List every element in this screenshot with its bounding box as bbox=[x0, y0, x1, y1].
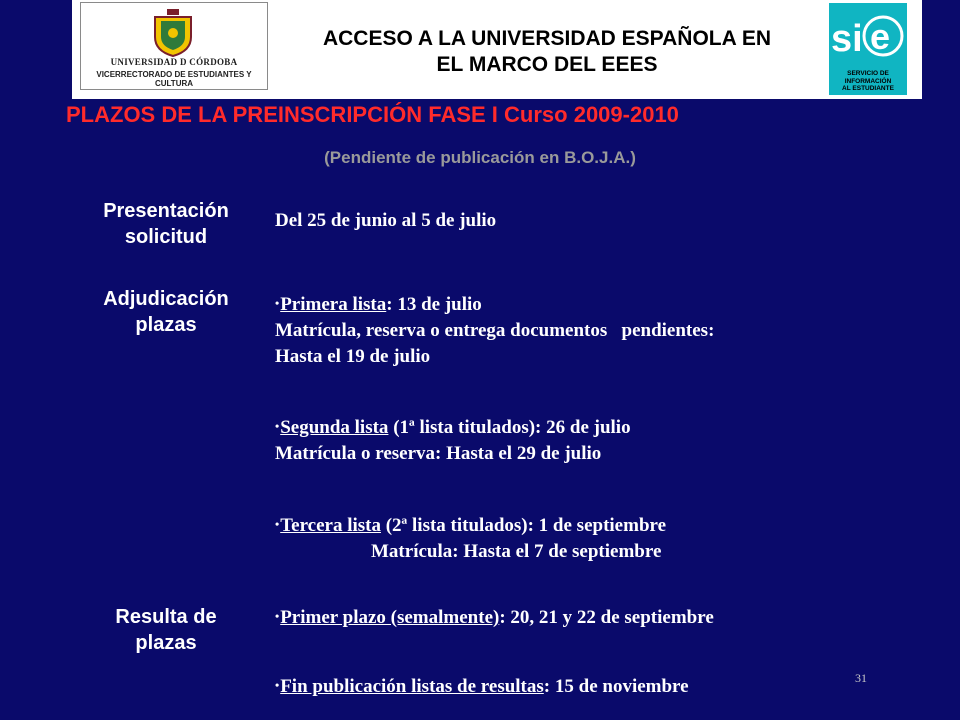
slide-title bbox=[66, 102, 679, 128]
item-tercera-lista-line1 bbox=[275, 511, 666, 539]
tercera-lista-label: Tercera lista bbox=[280, 515, 381, 536]
label-adjudicacion bbox=[66, 286, 266, 338]
label-adjudicacion-line1: Adjudicación bbox=[103, 288, 229, 310]
item-primer-plazo bbox=[275, 603, 714, 631]
sie-caption-line2: INFORMACIÓN bbox=[844, 77, 892, 85]
bullet: • bbox=[275, 517, 280, 531]
fin-publicacion-date: : 15 de noviembre bbox=[543, 676, 689, 697]
header-title bbox=[272, 26, 822, 78]
university-name: UNIVERSIDAD D CÓRDOBA bbox=[110, 57, 238, 67]
item-tercera-lista-line2: Matrícula: Hasta el 7 de septiembre bbox=[371, 541, 662, 562]
bullet: • bbox=[275, 678, 280, 692]
item-segunda-lista-line1 bbox=[275, 413, 631, 441]
item-segunda-lista-line2: Matrícula o reserva: Hasta el 29 de julio bbox=[275, 443, 602, 464]
item-primera-lista-line1 bbox=[275, 290, 714, 318]
slide-title-main: PLAZOS DE LA PREINSCRIPCIÓN FASE I bbox=[66, 102, 498, 127]
label-presentacion-line2: solicitud bbox=[124, 226, 208, 248]
bullet: • bbox=[275, 419, 280, 433]
vicerrectorado-name: VICERRECTORADO DE ESTUDIANTES Y CULTURA bbox=[96, 70, 252, 88]
slide-subtitle: (Pendiente de publicación en B.O.J.A.) bbox=[324, 148, 636, 167]
item-primera-lista bbox=[275, 290, 714, 370]
page-number: 31 bbox=[855, 671, 867, 685]
segunda-lista-label: Segunda lista bbox=[280, 417, 389, 438]
item-primera-lista-line2: Matrícula, reserva o entrega documentos pendientes: bbox=[275, 320, 715, 341]
label-resulta-line2: plazas bbox=[135, 632, 197, 654]
item-segunda-lista bbox=[275, 413, 631, 467]
primer-plazo-dates: : 20, 21 y 22 de septiembre bbox=[499, 607, 714, 628]
bullet: • bbox=[275, 609, 280, 623]
bullet: • bbox=[275, 296, 280, 310]
presentacion-dates: Del 25 de junio al 5 de julio bbox=[275, 210, 497, 231]
label-resulta bbox=[66, 604, 266, 656]
header-title-line2: EL MARCO DEL EEES bbox=[436, 53, 658, 76]
sie-caption bbox=[829, 70, 907, 93]
header-title-line1: ACCESO A LA UNIVERSIDAD ESPAÑOLA EN bbox=[322, 27, 772, 50]
header-divider bbox=[72, 97, 922, 99]
label-resulta-line1: Resulta de bbox=[115, 606, 217, 628]
fin-publicacion-label: Fin publicación listas de resultas bbox=[280, 676, 544, 697]
svg-text:e: e bbox=[870, 16, 891, 57]
label-presentacion bbox=[66, 198, 266, 250]
sie-mark-icon bbox=[829, 7, 907, 69]
primera-lista-date: : 13 de julio bbox=[386, 294, 482, 315]
item-primera-lista-line3: Hasta el 19 de julio bbox=[275, 346, 431, 367]
primera-lista-label: Primera lista bbox=[280, 294, 387, 315]
sie-caption-line1: SERVICIO DE bbox=[847, 70, 889, 77]
item-tercera-lista bbox=[275, 511, 666, 565]
label-adjudicacion-line2: plazas bbox=[135, 314, 197, 336]
university-shield-icon bbox=[153, 9, 193, 57]
segunda-lista-date: (1ª lista titulados): 26 de julio bbox=[388, 417, 631, 438]
primer-plazo-label: Primer plazo (semalmente) bbox=[280, 607, 500, 628]
sie-logo bbox=[829, 3, 907, 95]
label-presentacion-line1: Presentación bbox=[103, 200, 229, 222]
item-fin-publicacion bbox=[275, 672, 689, 700]
slide-title-course: Curso 2009-2010 bbox=[504, 102, 679, 127]
university-logo bbox=[80, 2, 268, 90]
tercera-lista-date: (2ª lista titulados): 1 de septiembre bbox=[380, 515, 667, 536]
svg-text:si: si bbox=[831, 18, 863, 60]
sie-caption-line3: AL ESTUDIANTE bbox=[842, 85, 894, 92]
